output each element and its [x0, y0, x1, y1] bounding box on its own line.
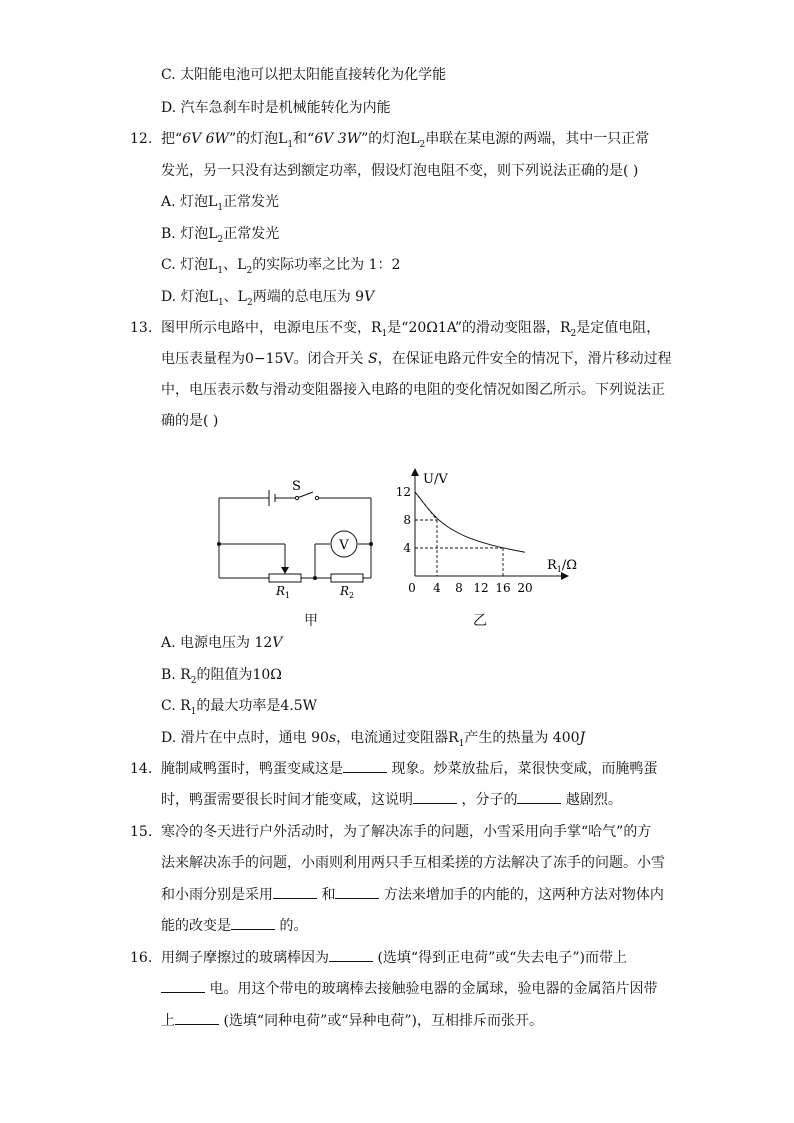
slider-arrow	[281, 567, 289, 574]
origin-label: 0	[408, 581, 416, 595]
switch-label: S	[292, 479, 301, 494]
q11-option-d: D. 汽车急刹车时是机械能转化为内能	[161, 100, 391, 116]
q15-line4: 能的改变是 的。	[161, 918, 308, 934]
voltage-resistance-graph	[393, 466, 593, 601]
y-tick-label-12: 12	[395, 485, 411, 499]
circuit-diagram	[205, 468, 385, 603]
q15-line1: 寒冷的冬天进行户外活动时，为了解决冻手的问题，小雪采用向手掌“哈气”的方	[161, 824, 652, 840]
y-tick-label-8: 8	[403, 513, 411, 527]
r1-label: $R_1$	[276, 584, 291, 600]
q14-line2: 时，鸭蛋需要很长时间才能变咸，这说明 ，分子的 越剧烈。	[161, 792, 622, 808]
q15-blank-3[interactable]	[231, 917, 275, 930]
q12-option-d: D. 灯泡$L_1$、$L_2$两端的总电压为 9V	[161, 289, 375, 308]
q15-blank-2[interactable]	[335, 886, 379, 899]
q12-stem-line1: 把“6V 6W”的灯泡$L_1$和“6V 3W”的灯泡$L_2$串联在某电源的两端，其中一只正常	[161, 131, 650, 150]
x-tick-label-20: 20	[517, 581, 533, 595]
q13-stem-line1: 图甲所示电路中，电源电压不变，$R_1$是“20Ω1A”的滑动变阻器，$R_2$是定值电阻，	[161, 320, 661, 339]
q16-line3: 上 (选填“同种电荷”或“异种电荷”)，互相排斥而张开。	[161, 1013, 544, 1029]
q13-option-d: D. 滑片在中点时，通电 90s，电流通过变阻器$R_1$产生的热量为 400J	[161, 730, 586, 749]
q13-option-b: B. $R_2$的阻值为10Ω	[161, 667, 282, 686]
q13-stem-line2: 电压表量程为0−15V。闭合开关 S，在保证电路元件安全的情况下，滑片移动过程	[161, 351, 672, 367]
q13-stem-line4: 确的是( )	[161, 413, 219, 429]
x-tick-label-16: 16	[495, 581, 511, 595]
q16-number: 16.	[130, 950, 153, 966]
q13-option-c: C. $R_1$的最大功率是4.5W	[161, 698, 318, 717]
q11-option-c: C. 太阳能电池可以把太阳能直接转化为化学能	[161, 67, 447, 83]
resistor-r1	[269, 574, 301, 582]
q16-blank-3[interactable]	[175, 1012, 219, 1025]
q12-option-c: C. 灯泡$L_1$、$L_2$的实际功率之比为 1：2	[161, 257, 401, 276]
q16-line2: 电。用这个带电的玻璃棒去接触验电器的金属球，验电器的金属箔片因带	[161, 980, 657, 998]
y-axis-arrow	[411, 468, 419, 476]
q13-number: 13.	[130, 320, 153, 336]
x-tick-label-12: 12	[473, 581, 489, 595]
y-axis-label: U/V	[423, 472, 448, 487]
q14-blank-3[interactable]	[517, 791, 561, 804]
q14-blank-2[interactable]	[413, 791, 457, 804]
q12-option-a: A. 灯泡$L_1$正常发光	[161, 194, 280, 213]
q13-option-a: A. 电源电压为 12V	[161, 635, 283, 651]
q15-blank-1[interactable]	[273, 886, 317, 899]
x-tick-label-8: 8	[455, 581, 463, 595]
q12-option-b: B. 灯泡$L_2$正常发光	[161, 226, 280, 245]
data-curve	[415, 492, 525, 552]
q13-stem-line3: 中，电压表示数与滑动变阻器接入电路的电阻的变化情况如图乙所示。下列说法正	[161, 382, 665, 398]
resistor-r2	[331, 574, 363, 582]
x-axis-label: $R_1/\Omega$	[547, 558, 578, 574]
q16-blank-1[interactable]	[329, 949, 373, 962]
figure-caption-jia: 甲	[304, 613, 318, 629]
q14-number: 14.	[130, 761, 153, 777]
q12-stem-line2: 发光，另一只没有达到额定功率，假设灯泡电阻不变，则下列说法正确的是( )	[161, 163, 639, 179]
q16-line1: 用绸子摩擦过的玻璃棒因为 (选填“得到正电荷”或“失去电子”)而带上	[161, 950, 628, 966]
voltmeter-label: V	[339, 538, 349, 553]
q15-line2: 法来解决冻手的问题，小雨则利用两只手互相柔搓的方法解决了冻手的问题。小雪	[161, 855, 665, 871]
x-tick-label-4: 4	[433, 581, 441, 595]
y-tick-label-4: 4	[403, 541, 411, 555]
r2-label: $R_2$	[340, 584, 355, 600]
q14-line1: 腌制咸鸭蛋时，鸭蛋变咸这是 现象。炒菜放盐后，菜很快变咸，而腌鸭蛋	[161, 761, 658, 777]
figure-caption-yi: 乙	[473, 613, 487, 629]
q12-number: 12.	[130, 131, 153, 147]
q15-number: 15.	[130, 824, 153, 840]
q15-line3: 和小雨分别是采用 和 方法来增加手的内能的，这两种方法对物体内	[161, 887, 664, 903]
q16-blank-2[interactable]	[161, 980, 205, 993]
q14-blank-1[interactable]	[343, 760, 387, 773]
x-axis-arrow	[561, 572, 569, 580]
